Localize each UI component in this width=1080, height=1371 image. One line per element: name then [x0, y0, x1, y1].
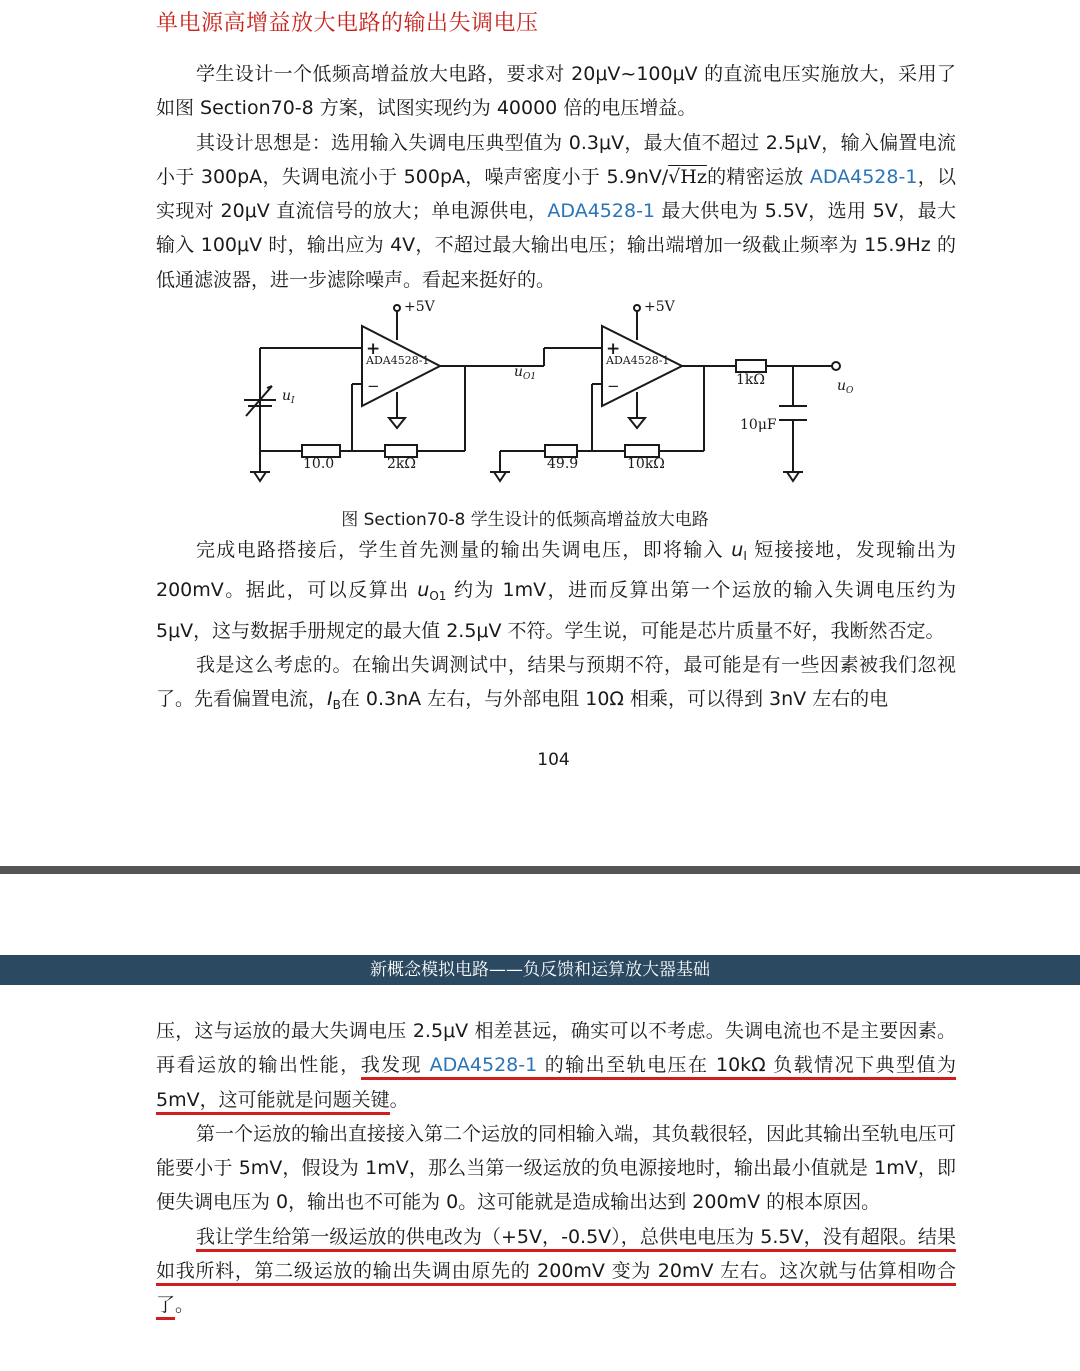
var-sub: O1 — [429, 589, 447, 604]
paragraph-3 — [156, 533, 956, 648]
underlined-highlight: 我让学生给第一级运放的供电改为（+5V，-0.5V），总供电电压为 5.5V，没有超限。结果如我所料，第二级运放的输出失调由原先的 200mV 变为 20mV 左右。这次就与估算相吻合了 — [156, 1226, 956, 1321]
ada4528-link[interactable]: ADA4528-1 — [429, 1054, 538, 1077]
page-number: 104 — [537, 750, 570, 770]
text-run: 最大供电为 5.5V，选用 5V，最大输入 100μV 时，输出应为 4V，不超过最大输出电压；输出端增加一级截止频率为 15.9Hz 的低通滤波器，进一步滤除噪声。看起来挺好的。 — [156, 200, 957, 291]
uo-label: $u_O$ — [837, 378, 854, 396]
text-run: 的输出至轨电压在 10kΩ 负载情况下典型值为 5mV，这可能就是问题关键 — [156, 1054, 956, 1111]
resistor-1k — [736, 360, 766, 372]
uo1-label: $u_{O1}$ — [514, 364, 537, 382]
text-run: 。 — [175, 1294, 195, 1317]
paragraph-1: 学生设计一个低频高增益放大电路，要求对 20μV~100μV 的直流电压实施放大，采用了如图 Section70-8 方案，试图实现约为 40000 倍的电压增益。 — [156, 63, 956, 120]
opamp1-plus: + — [366, 339, 381, 359]
paragraph-2 — [156, 126, 956, 297]
text-run: 压，这与运放的最大失调电压 2.5μV 相差甚远，确实可以不考虑。失调电流也不是主要因素。再看运放的输出性能， — [156, 1020, 956, 1077]
ada4528-link[interactable]: ADA4528-1 — [547, 200, 656, 223]
c1-label: 10μF — [740, 417, 777, 433]
var-sub: B — [332, 698, 341, 713]
body-text-block-3 — [156, 1014, 956, 1323]
text-run: 。 — [389, 1088, 409, 1111]
body-text-block-1 — [156, 57, 956, 297]
body-text-block-2 — [156, 533, 956, 722]
text-run: 约为 1mV，进而反算出第一个运放的输入失调电压约为 5μV，这与数据手册规定的最大值 2.5μV 不符。学生说，可能是芯片质量不好，我断然否定。 — [156, 579, 957, 642]
var-ui: u — [731, 539, 744, 561]
r2-label: 2kΩ — [387, 456, 416, 472]
opamp1-label: ADA4528-1 — [366, 354, 430, 367]
text-run: 的精密运放 — [706, 165, 810, 188]
text-run: 我是这么考虑的。在输出失调测试中，结果与预期不符，最可能是有一些因素被我们忽视了。先看偏置电流， — [156, 653, 956, 711]
text-run: ，以实现对 20μV 直流信号的放大；单电源供电， — [156, 165, 956, 223]
page-divider — [0, 866, 1080, 874]
opamp1-minus: − — [367, 377, 380, 395]
r3-label: 49.9 — [547, 456, 579, 472]
sqrt-radicand: Hz — [680, 165, 707, 188]
document-page-105 — [0, 874, 1080, 1371]
circuit-diagram — [230, 296, 870, 494]
figure-caption — [0, 505, 1080, 530]
r4-label: 10kΩ — [627, 456, 665, 472]
ui-label: $u_I$ — [282, 388, 295, 406]
supply-label-2: +5V — [644, 299, 675, 315]
var-uo1: u — [417, 579, 430, 602]
text-run: 在 0.3nA 左右，与外部电阻 10Ω 相乘，可以得到 3nV 左右的电 — [340, 688, 889, 711]
caption-text: 图 Section70-8 学生设计的低频高增益放大电路 — [341, 510, 709, 530]
text-run: 我发现 — [360, 1054, 430, 1077]
text-run: 其设计思想是：选用输入失调电压典型值为 0.3μV，最大值不超过 2.5μV，输入偏置电流小于 300pA，失调电流小于 500pA，噪声密度小于 5.9nV/ — [156, 131, 956, 188]
text-run: 短接接地，发现输出为 200mV。据此，可以反算出 — [156, 539, 956, 602]
opamp2-plus: + — [606, 339, 621, 359]
r5-label: 1kΩ — [736, 372, 765, 388]
section-title: 单电源高增益放大电路的输出失调电压 — [156, 11, 539, 36]
text-run: 完成电路搭接后，学生首先测量的输出失调电压，即将输入 — [196, 539, 732, 561]
opamp2-minus: − — [607, 377, 620, 395]
sqrt-hz: √Hz — [668, 165, 707, 188]
var-ib: I — [327, 688, 333, 711]
paragraph-7 — [156, 1220, 956, 1323]
paragraph-4 — [156, 648, 956, 723]
supply-label-1: +5V — [404, 299, 435, 315]
ada4528-link[interactable]: ADA4528-1 — [809, 165, 918, 188]
var-sub: I — [743, 549, 747, 563]
paragraph-6: 第一个运放的输出直接接入第二个运放的同相输入端，其负载很轻，因此其输出至轨电压可能要小于 5mV，假设为 1mV，那么当第一级运放的负电源接地时，输出最小值就是 1mV，即便失调电压为 0，输出也不可能为 0。这可能就是造成输出达到 200mV 的根本原因。 — [156, 1122, 957, 1214]
running-header-band: 新概念模拟电路——负反馈和运算放大器基础 — [0, 955, 1080, 985]
r1-label: 10.0 — [303, 456, 335, 472]
paragraph-5 — [156, 1014, 956, 1117]
opamp2-label: ADA4528-1 — [606, 354, 670, 367]
